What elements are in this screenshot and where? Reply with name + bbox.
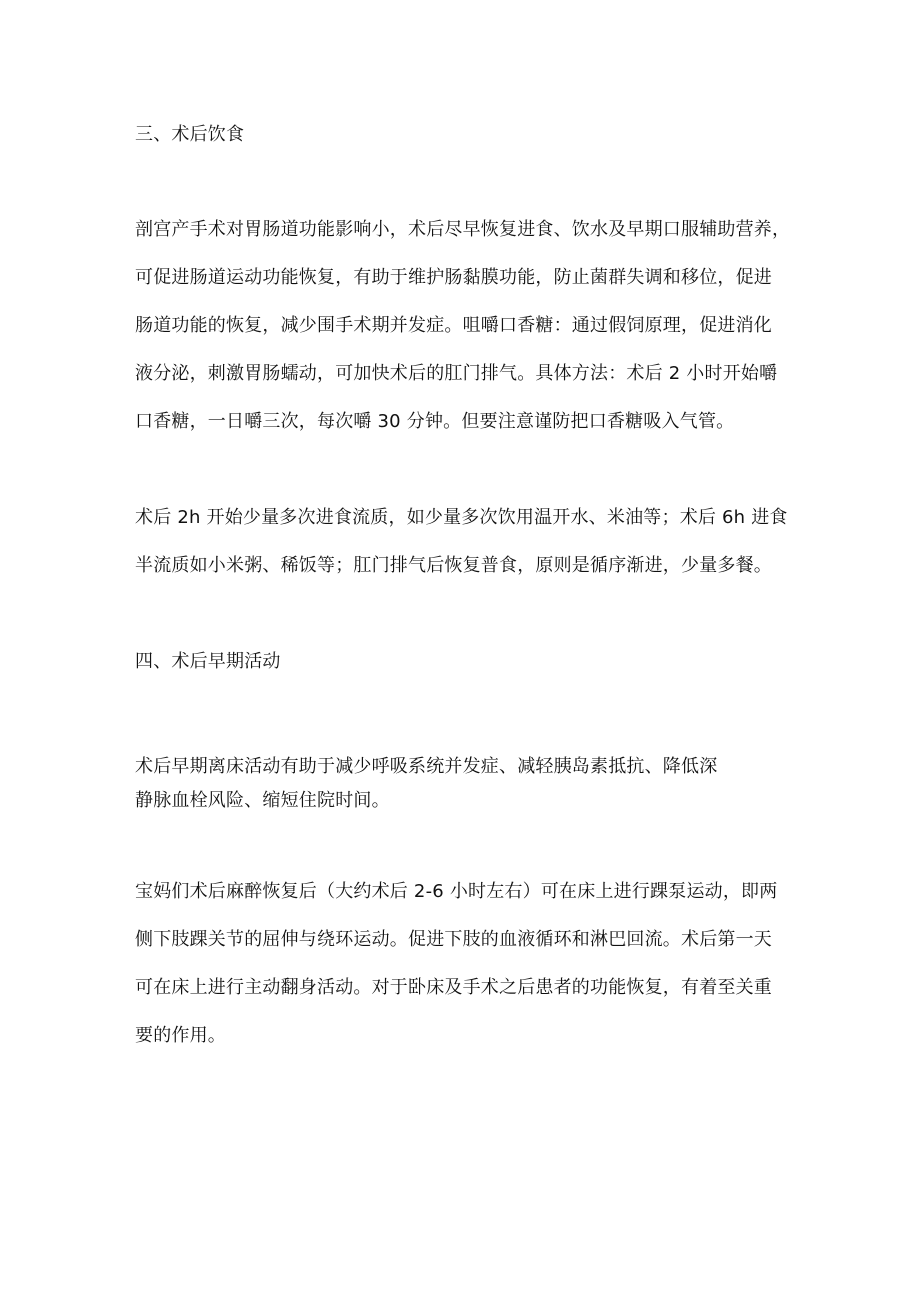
paragraph-line: 半流质如小米粥、稀饭等；肛门排气后恢复普食，原则是循序渐进，少量多餐。 <box>135 555 772 576</box>
section-heading-diet: 三、术后饮食 <box>135 124 245 145</box>
paragraph-line: 静脉血栓风险、缩短住院时间。 <box>135 790 390 811</box>
paragraph-line: 宝妈们术后麻醉恢复后（大约术后 2-6 小时左右）可在床上进行踝泵运动，即两 <box>135 881 778 902</box>
paragraph-line: 要的作用。 <box>135 1025 226 1046</box>
section-heading-activity: 四、术后早期活动 <box>135 651 281 672</box>
paragraph-line: 术后早期离床活动有助于减少呼吸系统并发症、减轻胰岛素抵抗、降低深 <box>135 756 718 777</box>
paragraph-line: 剖宫产手术对胃肠道功能影响小，术后尽早恢复进食、饮水及早期口服辅助营养， <box>135 219 791 240</box>
paragraph-line: 术后 2h 开始少量多次进食流质，如少量多次饮用温开水、米油等；术后 6h 进食 <box>135 507 788 528</box>
paragraph-line: 侧下肢踝关节的屈伸与绕环运动。促进下肢的血液循环和淋巴回流。术后第一天 <box>135 929 772 950</box>
paragraph-line: 口香糖，一日嚼三次，每次嚼 30 分钟。但要注意谨防把口香糖吸入气管。 <box>135 411 735 432</box>
paragraph-line: 液分泌，刺激胃肠蠕动，可加快术后的肛门排气。具体方法：术后 2 小时开始嚼 <box>135 363 778 384</box>
paragraph-line: 可促进肠道运动功能恢复，有助于维护肠黏膜功能，防止菌群失调和移位，促进 <box>135 267 772 288</box>
paragraph-line: 可在床上进行主动翻身活动。对于卧床及手术之后患者的功能恢复，有着至关重 <box>135 977 772 998</box>
paragraph-line: 肠道功能的恢复，减少围手术期并发症。咀嚼口香糖：通过假饲原理，促进消化 <box>135 315 772 336</box>
